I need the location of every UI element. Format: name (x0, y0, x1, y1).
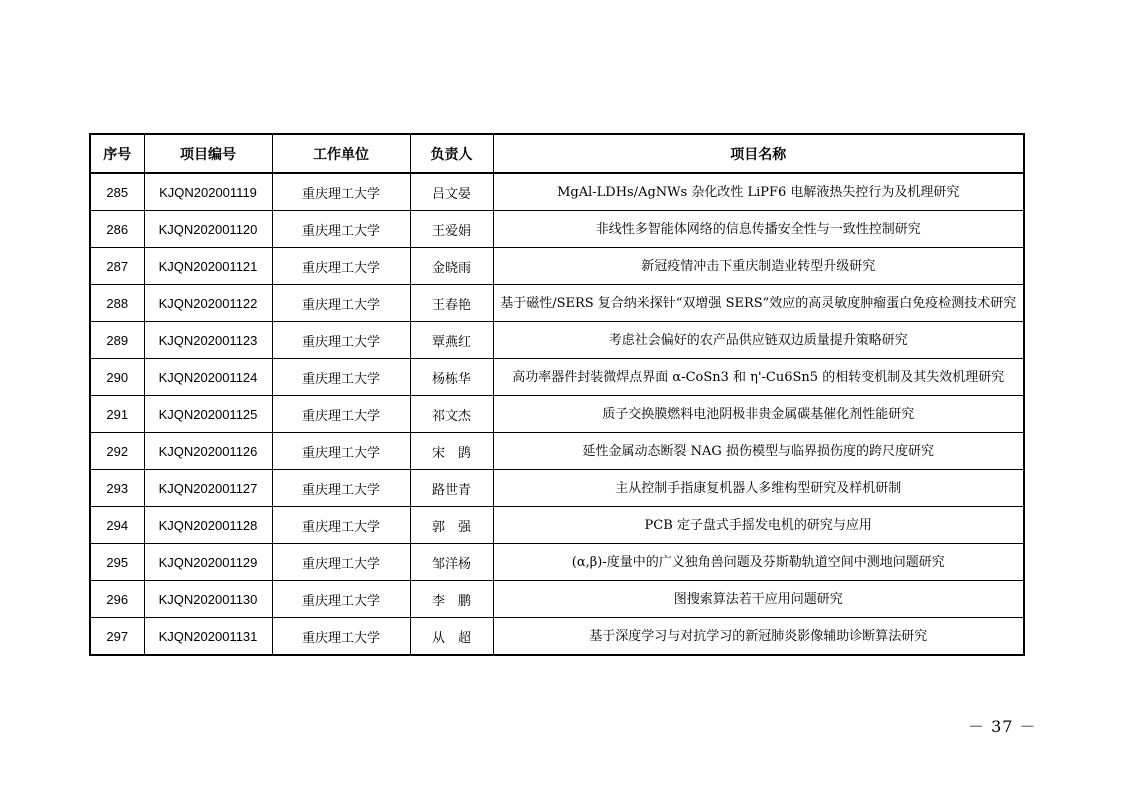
cell-seq: 292 (90, 433, 144, 470)
cell-seq: 289 (90, 322, 144, 359)
cell-seq: 291 (90, 396, 144, 433)
cell-name: (α,β)-度量中的广义独角兽问题及芬斯勒轨道空间中测地问题研究 (493, 544, 1024, 581)
cell-lead: 王爱娟 (410, 211, 493, 248)
table-row (90, 544, 1024, 581)
table-row (90, 322, 1024, 359)
cell-code: KJQN202001124 (144, 359, 272, 396)
header-code: 项目编号 (144, 134, 272, 173)
cell-seq: 285 (90, 173, 144, 211)
cell-code: KJQN202001123 (144, 322, 272, 359)
cell-name: 质子交换膜燃料电池阴极非贵金属碳基催化剂性能研究 (493, 396, 1024, 433)
cell-seq: 286 (90, 211, 144, 248)
cell-lead: 王春艳 (410, 285, 493, 322)
page-number: － 37 － (968, 717, 1037, 736)
cell-unit: 重庆理工大学 (272, 544, 410, 581)
table-row (90, 433, 1024, 470)
header-name: 项目名称 (493, 134, 1024, 173)
cell-seq: 295 (90, 544, 144, 581)
cell-unit: 重庆理工大学 (272, 618, 410, 656)
cell-lead: 路世青 (410, 470, 493, 507)
table-row (90, 211, 1024, 248)
cell-lead: 吕文晏 (410, 173, 493, 211)
cell-seq: 290 (90, 359, 144, 396)
cell-name: 高功率器件封装微焊点界面 α-CoSn3 和 η'-Cu6Sn5 的相转变机制及其失效机理研究 (493, 359, 1024, 396)
table-row (90, 470, 1024, 507)
cell-name: MgAl-LDHs/AgNWs 杂化改性 LiPF6 电解液热失控行为及机理研究 (493, 173, 1024, 211)
header-lead: 负责人 (410, 134, 493, 173)
header-seq: 序号 (90, 134, 144, 173)
cell-seq: 293 (90, 470, 144, 507)
cell-unit: 重庆理工大学 (272, 173, 410, 211)
cell-code: KJQN202001128 (144, 507, 272, 544)
cell-unit: 重庆理工大学 (272, 211, 410, 248)
cell-unit: 重庆理工大学 (272, 470, 410, 507)
table-row (90, 173, 1024, 211)
cell-lead: 杨栋华 (410, 359, 493, 396)
table-row (90, 581, 1024, 618)
cell-code: KJQN202001119 (144, 173, 272, 211)
table-row (90, 248, 1024, 285)
cell-unit: 重庆理工大学 (272, 433, 410, 470)
cell-lead: 李 鹏 (410, 581, 493, 618)
table-row (90, 396, 1024, 433)
cell-seq: 287 (90, 248, 144, 285)
cell-unit: 重庆理工大学 (272, 322, 410, 359)
cell-seq: 294 (90, 507, 144, 544)
cell-code: KJQN202001126 (144, 433, 272, 470)
cell-lead: 邹洋杨 (410, 544, 493, 581)
cell-lead: 祁文杰 (410, 396, 493, 433)
cell-unit: 重庆理工大学 (272, 507, 410, 544)
cell-seq: 296 (90, 581, 144, 618)
project-table (89, 133, 1025, 656)
table-row (90, 285, 1024, 322)
cell-seq: 288 (90, 285, 144, 322)
cell-unit: 重庆理工大学 (272, 285, 410, 322)
cell-code: KJQN202001127 (144, 470, 272, 507)
cell-name: 延性金属动态断裂 NAG 损伤模型与临界损伤度的跨尺度研究 (493, 433, 1024, 470)
cell-lead: 金晓雨 (410, 248, 493, 285)
cell-unit: 重庆理工大学 (272, 581, 410, 618)
cell-code: KJQN202001125 (144, 396, 272, 433)
cell-unit: 重庆理工大学 (272, 396, 410, 433)
cell-lead: 郭 强 (410, 507, 493, 544)
cell-lead: 覃燕红 (410, 322, 493, 359)
cell-unit: 重庆理工大学 (272, 248, 410, 285)
table-row (90, 507, 1024, 544)
header-unit: 工作单位 (272, 134, 410, 173)
cell-code: KJQN202001120 (144, 211, 272, 248)
cell-name: 考虑社会偏好的农产品供应链双边质量提升策略研究 (493, 322, 1024, 359)
cell-unit: 重庆理工大学 (272, 359, 410, 396)
table-row (90, 359, 1024, 396)
cell-seq: 297 (90, 618, 144, 656)
table-header-row (90, 134, 1024, 173)
cell-name: PCB 定子盘式手摇发电机的研究与应用 (493, 507, 1024, 544)
cell-code: KJQN202001129 (144, 544, 272, 581)
cell-name: 基于磁性/SERS 复合纳米探针“双增强 SERS”效应的高灵敏度肿瘤蛋白免疫检测技术研究 (493, 285, 1024, 322)
cell-lead: 从 超 (410, 618, 493, 656)
cell-name: 新冠疫情冲击下重庆制造业转型升级研究 (493, 248, 1024, 285)
cell-name: 图搜索算法若干应用问题研究 (493, 581, 1024, 618)
cell-code: KJQN202001122 (144, 285, 272, 322)
cell-name: 非线性多智能体网络的信息传播安全性与一致性控制研究 (493, 211, 1024, 248)
cell-code: KJQN202001121 (144, 248, 272, 285)
cell-lead: 宋 鹍 (410, 433, 493, 470)
cell-name: 主从控制手指康复机器人多维构型研究及样机研制 (493, 470, 1024, 507)
cell-name: 基于深度学习与对抗学习的新冠肺炎影像辅助诊断算法研究 (493, 618, 1024, 656)
table-row (90, 618, 1024, 656)
cell-code: KJQN202001131 (144, 618, 272, 656)
cell-code: KJQN202001130 (144, 581, 272, 618)
